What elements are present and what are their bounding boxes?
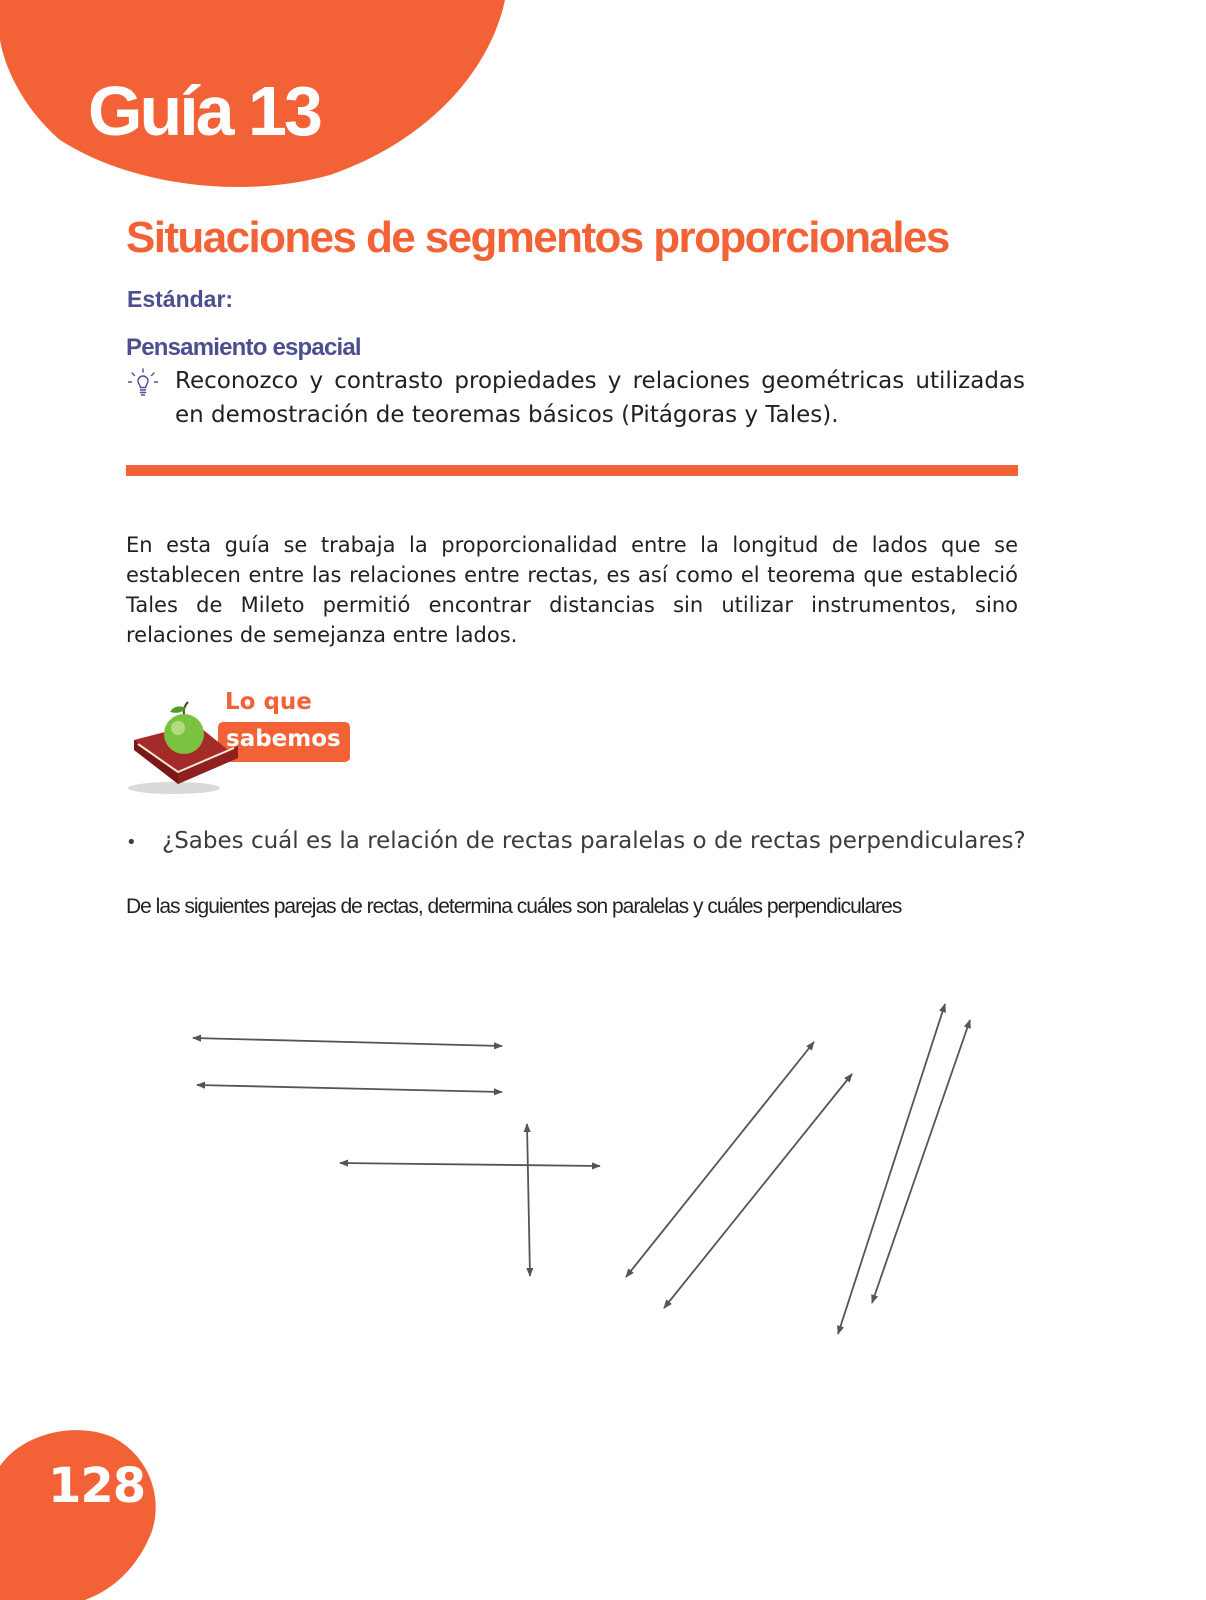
thought-label: Pensamiento espacial (126, 334, 361, 361)
standard-label: Estándar: (127, 286, 234, 312)
perpendicular-line-vertical (527, 1124, 530, 1276)
steep-line-1 (838, 1004, 945, 1334)
perpendicular-line-horizontal (340, 1163, 600, 1166)
diagonal-line-2 (664, 1074, 852, 1308)
question-text: ¿Sabes cuál es la relación de rectas paralelas o de rectas perpendiculares? (162, 828, 1026, 854)
parallel-line-2 (197, 1085, 502, 1092)
intro-paragraph: En esta guía se trabaja la proporcionalidad entre la longitud de lados que se establecen entre las relaciones entre rectas, es así como el teorema que estableció Tales de Mileto permitió encontrar distancias sin utilizar instrumentos, sino relaciones de semejanza entre lados. (126, 533, 1018, 647)
bullet: • (126, 832, 137, 853)
guide-title: Guía 13 (88, 72, 320, 150)
page-number: 128 (48, 1458, 146, 1514)
instruction-text: De las siguientes parejas de rectas, determina cuáles son paralelas y cuáles perpendiculares (126, 895, 902, 918)
page-title: Situaciones de segmentos proporcionales (126, 213, 949, 262)
standard-text: Reconozco y contrasto propiedades y relaciones geométricas utilizadas en demostración de teoremas básicos (Pitágoras y Tales). (175, 368, 1025, 428)
diagonal-line-1 (626, 1042, 814, 1277)
lo-que-sabemos-line2: sabemos (226, 726, 341, 752)
lo-que-sabemos-line1: Lo que (225, 689, 312, 715)
steep-line-2 (872, 1020, 970, 1303)
parallel-line-1 (193, 1038, 502, 1046)
